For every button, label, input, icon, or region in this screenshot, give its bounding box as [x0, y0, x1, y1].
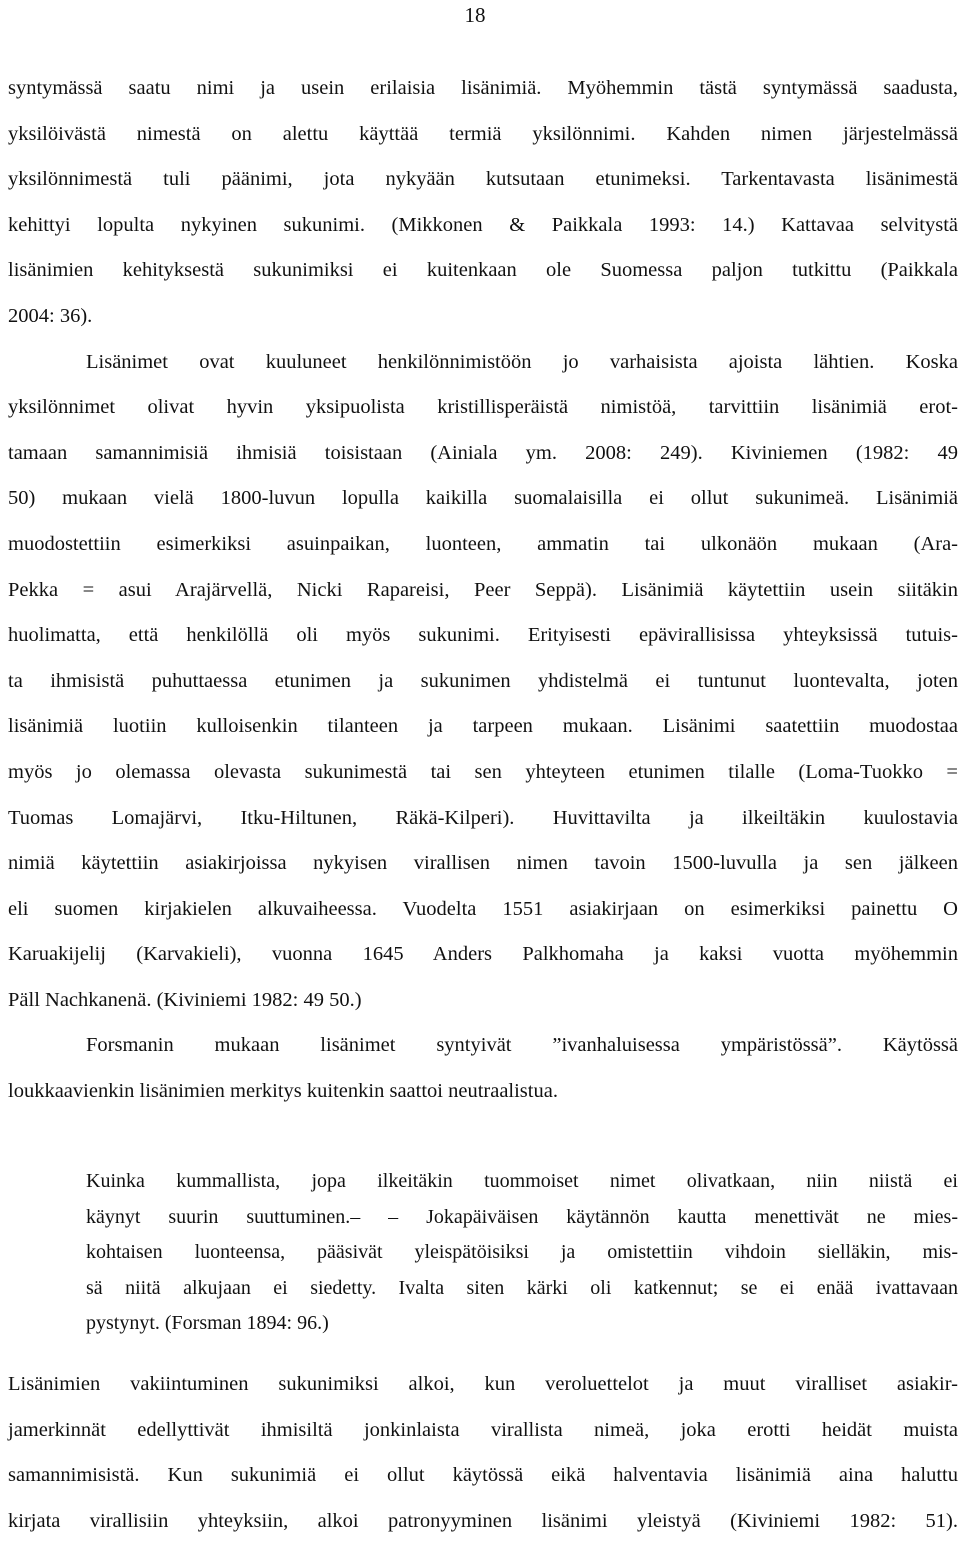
text-line: 50) mukaan vielä 1800-luvun lopulla kaikilla suomalaisilla ei ollut sukunimeä. Lisänimiä — [8, 487, 958, 510]
text-line: Lisänimet ovat kuuluneet henkilönnimistöön jo varhaisista ajoista lähtien. Koska — [86, 350, 958, 373]
quote-line: käynyt suurin suuttuminen.– – Jokapäiväisen käytännön kautta menettivät ne mies- — [86, 1205, 958, 1228]
quote-line: pystynyt. (Forsman 1894: 96.) — [86, 1312, 329, 1335]
quote-line: sä niitä alkujaan ei siedetty. Ivalta siten kärki oli katkennut; se ei enää ivattavaan — [86, 1276, 958, 1299]
text-line: samannimisistä. Kun sukunimiä ei ollut käytössä eikä halventavia lisänimiä aina haluttu — [8, 1464, 958, 1487]
text-line: ta ihmisistä puhuttaessa etunimen ja sukunimen yhdistelmä ei tuntunut luontevalta, joten — [8, 669, 958, 692]
text-line: 2004: 36). — [8, 304, 93, 327]
text-line: Pekka = asui Arajärvellä, Nicki Rapareisi, Peer Seppä). Lisänimiä käytettiin usein siitäkin — [8, 578, 958, 601]
final-paragraph — [8, 1362, 958, 1544]
block-quote — [86, 1164, 958, 1342]
quote-line: Kuinka kummallista, jopa ilkeitäkin tuommoiset nimet olivatkaan, niin niistä ei — [86, 1170, 958, 1192]
text-line: Tuomas Lomajärvi, Itku-Hiltunen, Räkä-Kilperi). Huvittavilta ja ilkeiltäkin kuulostavia — [8, 806, 958, 829]
text-line: Päll Nachkanenä. (Kiviniemi 1982: 49 50.) — [8, 988, 362, 1011]
text-line: syntymässä saatu nimi ja usein erilaisia lisänimiä. Myöhemmin tästä syntymässä saadusta, — [8, 77, 958, 99]
text-line: muodostettiin esimerkiksi asuinpaikan, luonteen, ammatin tai ulkonäön mukaan (Ara- — [8, 532, 958, 555]
quote-line: kohtaisen luonteensa, pääsivät yleispätöisiksi ja omistettiin vihdoin sielläkin, mis- — [86, 1241, 958, 1264]
page-number: 18 — [464, 3, 486, 27]
text-line: kirjata virallisiin yhteyksiin, alkoi patronyyminen lisänimi yleistyä (Kiviniemi 1982: 51). — [8, 1509, 958, 1532]
text-line: yksilönnimet olivat hyvin yksipuolista kristillisperäistä nimistöä, tarvittiin lisänimiä erot- — [8, 396, 958, 419]
main-text — [8, 66, 958, 1115]
text-line: loukkaavienkin lisänimien merkitys kuitenkin saattoi neutraalistua. — [8, 1080, 558, 1103]
text-line: tamaan samannimisiä ihmisiä toisistaan (Ainiala ym. 2008: 249). Kiviniemen (1982: 49 — [8, 441, 958, 464]
text-line: huolimatta, että henkilöllä oli myös sukunimi. Erityisesti epävirallisissa yhteyksissä tutuis- — [8, 624, 958, 647]
text-line: lisänimiä luotiin kulloisenkin tilanteen ja tarpeen mukaan. Lisänimi saatettiin muodostaa — [8, 715, 958, 738]
text-line: Karuakijelij (Karvakieli), vuonna 1645 Anders Palkhomaha ja kaksi vuotta myöhemmin — [8, 943, 958, 966]
text-line: eli suomen kirjakielen alkuvaiheessa. Vuodelta 1551 asiakirjaan on esimerkiksi painettu O — [8, 897, 958, 920]
text-line: nimiä käytettiin asiakirjoissa nykyisen virallisen nimen tavoin 1500-luvulla ja sen jälkeen — [8, 852, 958, 875]
text-line: yksilöivästä nimestä on alettu käyttää termiä yksilönnimi. Kahden nimen järjestelmässä — [8, 122, 958, 145]
text-line: lisänimien kehityksestä sukunimiksi ei kuitenkaan ole Suomessa paljon tutkittu (Paikkala — [8, 259, 958, 282]
text-line: Forsmanin mukaan lisänimet syntyivät ”ivanhaluisessa ympäristössä”. Käytössä — [86, 1034, 958, 1057]
text-line: myös jo olemassa olevasta sukunimestä tai sen yhteyteen etunimen tilalle (Loma-Tuokko = — [8, 760, 958, 783]
text-line: jamerkinnät edellyttivät ihmisiltä jonkinlaista virallista nimeä, joka erotti heidät muista — [8, 1418, 958, 1441]
text-line: yksilönnimestä tuli päänimi, jota nykyään kutsutaan etunimeksi. Tarkentavasta lisänimestä — [8, 168, 958, 191]
text-line: Lisänimien vakiintuminen sukunimiksi alkoi, kun veroluettelot ja muut viralliset asiakir- — [8, 1373, 958, 1395]
text-line: kehittyi lopulta nykyinen sukunimi. (Mikkonen & Paikkala 1993: 14.) Kattavaa selvitystä — [8, 213, 958, 236]
